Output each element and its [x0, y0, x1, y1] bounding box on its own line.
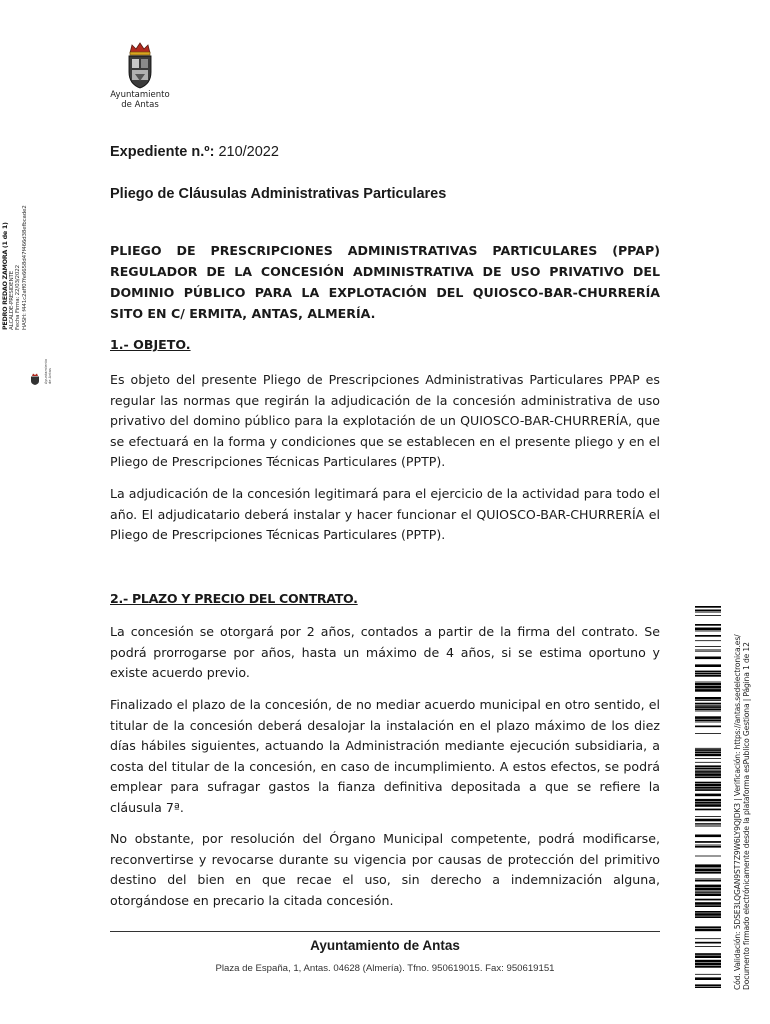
barcode	[695, 606, 721, 988]
footer-organization: Ayuntamiento de Antas	[310, 938, 460, 953]
municipal-logo	[108, 40, 172, 116]
coat-of-arms-icon	[123, 40, 157, 90]
section-2-paragraph-2: Finalizado el plazo de la concesión, de no mediar acuerdo municipal en otro sentido, el titular de la concesión deberá desalojar la instalación en el plazo máximo de los diez días hábiles siguientes, actuando la Administración mediante ejecución subsidiaria, a costa del titular de la concesión, en caso de incumplimiento. A estos efectos, se podrá emplear para sufragar gastos la fianza definitiva depositada a que se refiere la cláusula 7ª.	[110, 697, 660, 815]
section-1-paragraph-2: La adjudicación de la concesión legitimará para el ejercicio de la actividad para todo el año. El adjudicatario deberá instalar y hacer funcionar el QUIOSCO-BAR-CHURRERÍA el Pliego de Prescripciones Técnicas Particulares (PPTP).	[110, 486, 660, 542]
section-2-paragraph-3: No obstante, por resolución del Órgano Municipal competente, podrá modificarse, reconvertirse y revocarse durante su vigencia por causas de protección del primitivo destino del bien en que recae el uso, sin derecho a indemnización alguna, otorgándose en precario la citada concesión.	[110, 831, 660, 908]
document-heading: Pliego de Cláusulas Administrativas Particulares	[110, 186, 447, 202]
signature-seal-icon	[30, 370, 40, 382]
logo-text-line1: Ayuntamiento	[110, 90, 170, 100]
signature-hash: HASH: f441c2aff07fe6658d47f466d38efbcade2	[21, 205, 28, 330]
footer-address: Plaza de España, 1, Antas. 04628 (Almería). Tfno. 950619015. Fax: 950619151	[215, 963, 555, 974]
signer-name: PEDRO REDAO ZAMORA (1 de 1)	[1, 222, 9, 330]
expediente	[110, 144, 279, 160]
section-1-heading: 1.- OBJETO.	[110, 337, 191, 352]
section-1-paragraph-1: Es objeto del presente Pliego de Prescripciones Administrativas Particulares PPAP es regular las normas que regirán la adjudicación de la concesión administrativa de uso privativo del domino público para la explotación de un QUIOSCO-BAR-CHURRERÍA, que se efectuará en la forma y condiciones que se establecen en el presente pliego y en el Pliego de Prescripciones Técnicas Particulares (PPTP).	[110, 372, 660, 469]
seal-caption-line1: Ayuntamiento	[44, 358, 48, 384]
seal-caption-line2: de Antas	[48, 368, 52, 384]
seal-caption	[44, 358, 58, 384]
signature-date: Fecha Firma: 22/03/2022	[15, 265, 22, 330]
expediente-number: 210/2022	[218, 144, 279, 160]
footer-divider	[110, 931, 660, 932]
verification-platform: Documento firmado electrónicamente desde la plataforma esPublico Gestiona | Página 1 de 12	[742, 642, 751, 990]
verification-code: Cód. Validación: 5DSE3LQGAN9ST7Z9W6LY9QJDK3 | Verificación: https://antas.sedelectronica.es/	[733, 634, 742, 990]
expediente-label: Expediente n.º:	[110, 144, 215, 160]
logo-text-line2: de Antas	[121, 100, 159, 110]
verification-strip	[733, 590, 751, 990]
signature-stamp	[2, 0, 28, 330]
section-2-heading: 2.- PLAZO Y PRECIO DEL CONTRATO.	[110, 591, 358, 606]
section-2-paragraph-1: La concesión se otorgará por 2 años, contados a partir de la firma del contrato. Se podrá prorrogarse por años, hasta un máximo de 4 años, si se estima oportuno y existe acuerdo previo.	[110, 624, 660, 680]
signer-role: ALCALDE-PRESIDENTE	[9, 270, 15, 330]
document-title: PLIEGO DE PRESCRIPCIONES ADMINISTRATIVAS PARTICULARES (PPAP) REGULADOR DE LA CONCESIÓN ADMINISTRATIVA DE USO PRIVATIVO DEL DOMINIO PÚBLICO PARA LA EXPLOTACIÓN DEL QUIOSCO-BAR-CHURRERÍA SITO EN C/ ERMITA, ANTAS, ALMERÍA.	[110, 243, 660, 321]
